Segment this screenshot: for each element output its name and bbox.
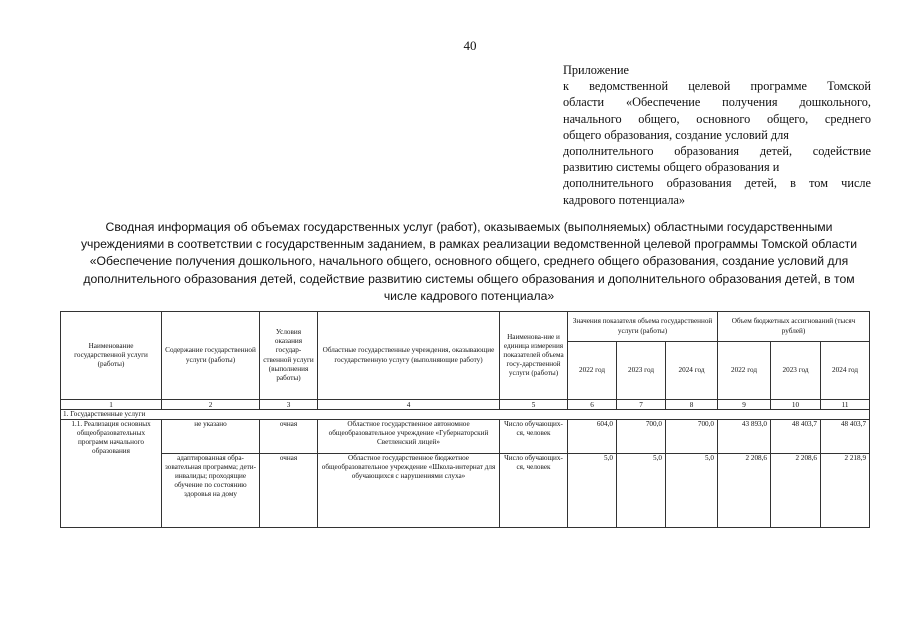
conditions-cell: очная [260,454,318,528]
service-name-cell: 1.1. Реализация основных общеобразовательных программ начального образования [61,420,162,528]
header-year: 2023 год [617,342,666,400]
appendix-line: области «Обеспечение получения дошкольного, [563,95,871,110]
unit-cell: Число обучающих-ся, человек [500,454,568,528]
header-year: 2024 год [666,342,718,400]
volume-2023-cell: 5,0 [617,454,666,528]
budget-2023-cell: 48 403,7 [771,420,821,454]
header-service-name: Наименование государственной услуги (работы) [61,312,162,400]
column-number: 1 [61,400,162,410]
budget-2022-cell: 2 208,6 [718,454,771,528]
appendix-line: дополнительного образования детей, содействие [563,144,871,159]
page-number: 40 [463,38,477,53]
header-institutions: Областные государственные учреждения, оказывающие государственную услугу (выполняющие работу) [318,312,500,400]
appendix-line: кадрового потенциала» [563,192,686,207]
header-conditions: Условия оказания государ-ственной услуги (выполнения работы) [260,312,318,400]
budget-2024-cell: 2 218,9 [821,454,870,528]
content-cell: не указано [162,420,260,454]
volume-2024-cell: 700,0 [666,420,718,454]
column-number: 6 [568,400,617,410]
header-year: 2022 год [718,342,771,400]
header-budget-group: Объем бюджетных ассигнований (тысяч рублей) [718,312,870,342]
table-row [61,454,870,528]
institution-cell: Областное государственное бюджетное общеобразовательное учреждение «Школа-интернат для обучающихся с нарушениями слуха» [318,454,500,528]
appendix-line: к ведомственной целевой программе Томской [563,79,871,94]
title-line: числе кадрового потенциала» [383,288,555,303]
volume-2024-cell: 5,0 [666,454,718,528]
table-row [61,420,870,454]
appendix-line: общего образования, создание условий для [563,127,789,142]
column-number: 11 [821,400,870,410]
appendix-note [563,62,871,208]
budget-2024-cell: 48 403,7 [821,420,870,454]
header-year: 2023 год [771,342,821,400]
appendix-line: дополнительного образования детей, в том числе [563,176,871,191]
appendix-line: развитию системы общего образования и [563,160,780,175]
column-number: 3 [260,400,318,410]
title-line: учреждениями в соответствии с государственным заданием, в рамках реализации ведомственной целевой программы Томской области [80,237,858,252]
budget-2023-cell: 2 208,6 [771,454,821,528]
institution-cell: Областное государственное автономное общеобразовательное учреждение «Губернаторский Светленский лицей» [318,420,500,454]
column-number: 4 [318,400,500,410]
header-year: 2024 год [821,342,870,400]
budget-2022-cell: 43 893,0 [718,420,771,454]
column-number: 2 [162,400,260,410]
header-content: Содержание государственной услуги (работы) [162,312,260,400]
header-year: 2022 год [568,342,617,400]
conditions-cell: очная [260,420,318,454]
unit-cell: Число обучающих-ся, человек [500,420,568,454]
title-line: Сводная информация об объемах государственных услуг (работ), оказываемых (выполняемых) областными государственными [105,220,833,234]
title-line: «Обеспечение получения дошкольного, начального общего, основного общего, среднего общего образования, создание условий для [89,254,849,269]
document-title [60,219,878,305]
column-number: 10 [771,400,821,410]
column-number: 7 [617,400,666,410]
header-unit: Наименова-ние и единица измерения показателей объема госу-дарственной услуги (работы) [500,312,568,400]
column-number: 5 [500,400,568,410]
column-number: 9 [718,400,771,410]
section-heading: 1. Государственные услуги [61,410,870,420]
header-volume-group: Значения показателя объема государственной услуги (работы) [568,312,718,342]
content-cell: адаптированная обра-зовательная программа; дети-инвалиды; проходящие обучение по состоянию здоровья на дому [162,454,260,528]
appendix-line: Приложение [563,63,629,77]
column-number: 8 [666,400,718,410]
title-line: дополнительного образования детей, содействие развитию системы общего образования и дополнительного образования детей, в том [83,271,855,286]
volume-2022-cell: 5,0 [568,454,617,528]
volume-2022-cell: 604,0 [568,420,617,454]
services-table [60,311,870,528]
volume-2023-cell: 700,0 [617,420,666,454]
appendix-line: начального общего, основного общего, среднего [563,111,871,126]
